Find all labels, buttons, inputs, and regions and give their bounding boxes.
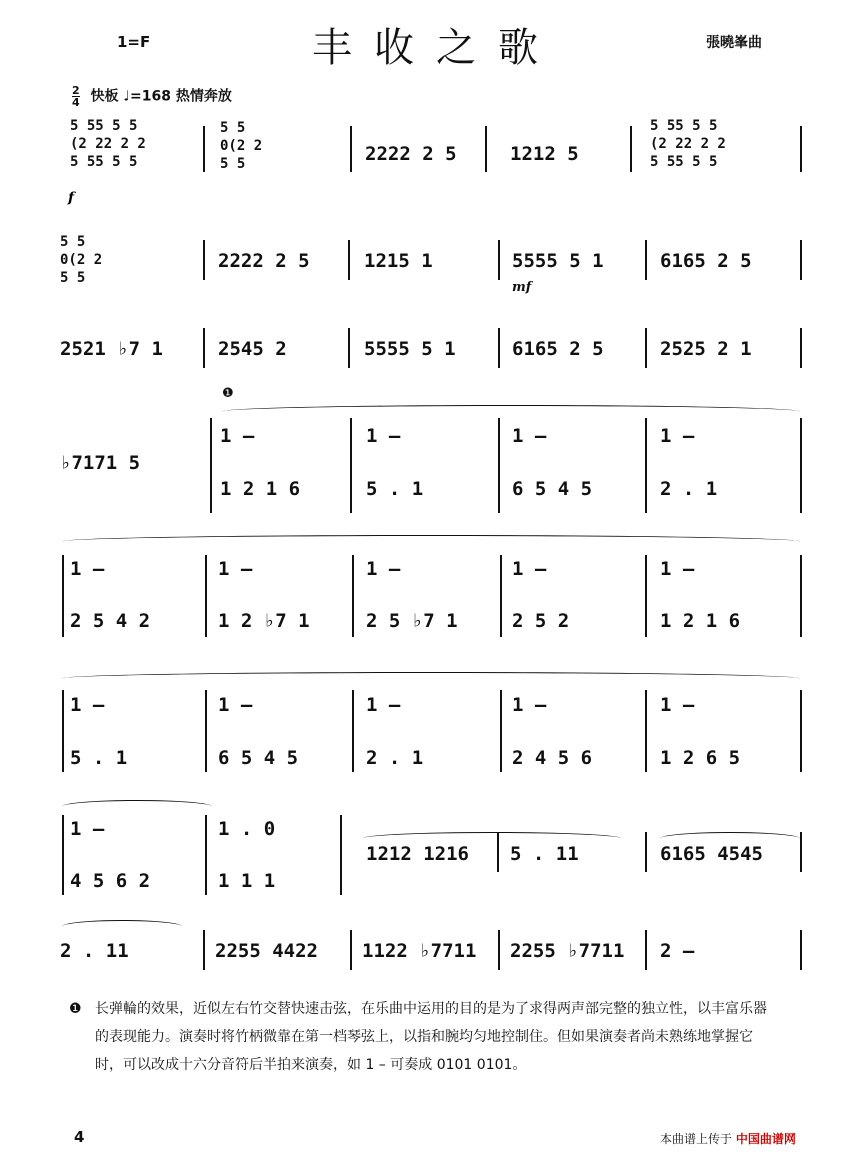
barline [498, 418, 500, 513]
measure-r4-lead: ♭7171 5 [60, 452, 141, 474]
barline [350, 418, 352, 513]
footnote-text: 长弹輪的效果，近似左右竹交替快速击弦，在乐曲中运用的目的是为了求得两声部完整的独立性，以丰富乐器的表现能力。演奏时将竹柄微靠在第一档琴弦上，以指和腕均匀地控制住。但如果演奏者尚未熟练地掌握它时，可以改成十六分音符后半拍来演奏，如 1 – 可奏成 0101 0101。 [95, 1001, 767, 1073]
tempo-text: 快板 ♩=168 热情奔放 [90, 88, 232, 105]
lower-r7-2: 1 1 1 [218, 870, 276, 892]
lower-r6-4: 2 4 5 6 [512, 747, 593, 769]
barline [800, 930, 802, 970]
measure-r3-5: 2525 2 1 [660, 338, 752, 360]
svg-text:5 5: 5 5 [220, 156, 246, 172]
upper-r7-1: 1 – [70, 818, 105, 840]
upper-r6-3: 1 – [366, 694, 401, 716]
svg-text:(2 22 2 2: (2 22 2 2 [70, 136, 146, 152]
svg-text:0(2 2: 0(2 2 [60, 252, 103, 268]
barline [498, 328, 500, 368]
barline [203, 240, 205, 280]
measure-r1-4: 1212 5 [510, 143, 579, 165]
lower-r5-3: 2 5 ♭7 1 [366, 610, 458, 632]
barline [645, 555, 647, 637]
barline [203, 328, 205, 368]
tie-arc [62, 672, 800, 685]
svg-text:5 55 5 5: 5 55 5 5 [70, 154, 138, 170]
barline [498, 240, 500, 280]
upper-r5-4: 1 – [512, 558, 547, 580]
measure-r8-1: 2 . 11 [60, 940, 129, 962]
upper-r5-2: 1 – [218, 558, 253, 580]
upper-r6-4: 1 – [512, 694, 547, 716]
barline [352, 555, 354, 637]
upper-r6-2: 1 – [218, 694, 253, 716]
barline [800, 328, 802, 368]
measure-r3-3: 5555 5 1 [364, 338, 456, 360]
svg-text:5 5: 5 5 [60, 234, 86, 250]
barline [203, 930, 205, 970]
site-logo: 中国曲谱网 [735, 1132, 796, 1146]
lower-r6-5: 1 2 6 5 [660, 747, 741, 769]
svg-text:5 55 5 5: 5 55 5 5 [650, 118, 718, 134]
barline [352, 690, 354, 772]
barline [645, 418, 647, 513]
svg-text:0(2 2: 0(2 2 [220, 138, 263, 154]
barline [500, 690, 502, 772]
footnote [69, 995, 775, 1079]
source-credit [660, 1130, 796, 1147]
measure-r8-2: 2255 4422 [215, 940, 318, 962]
measure-r2-3: 1215 1 [364, 250, 433, 272]
measure-r3-4: 6165 2 5 [512, 338, 604, 360]
lower-r4-1: 1 2 1 6 [220, 478, 301, 500]
tie-arc [222, 405, 800, 418]
measure-r7-4: 5 . 11 [510, 843, 579, 865]
barline [800, 832, 802, 872]
upper-r4-3: 1 – [512, 425, 547, 447]
upper-r4-1: 1 – [220, 425, 255, 447]
barline [350, 930, 352, 970]
time-signature: $\frac{2}{4}$ [72, 84, 80, 109]
upper-r6-1: 1 – [70, 694, 105, 716]
lower-r5-2: 1 2 ♭7 1 [218, 610, 310, 632]
measure-r8-5: 2 – [660, 940, 695, 962]
lower-r6-2: 6 5 4 5 [218, 747, 299, 769]
barline [205, 815, 207, 895]
barline [645, 930, 647, 970]
footnote-marker: ❶ [69, 1001, 82, 1017]
lower-r4-2: 5 . 1 [366, 478, 424, 500]
barline [62, 815, 64, 895]
barline [340, 815, 342, 895]
lower-r7-1: 4 5 6 2 [70, 870, 151, 892]
barline [205, 690, 207, 772]
measure-r8-3: 1122 ♭7711 [362, 940, 477, 962]
footnote-marker-ref: ❶ [222, 386, 234, 401]
barline [210, 418, 212, 513]
barline [645, 832, 647, 872]
barline [645, 240, 647, 280]
measure-r1-3: 2222 2 5 [365, 143, 457, 165]
barline [348, 240, 350, 280]
measure-r3-2: 2545 2 [218, 338, 287, 360]
upper-r5-1: 1 – [70, 558, 105, 580]
tempo-marking [72, 85, 232, 108]
upper-r7-2: 1 . 0 [218, 818, 276, 840]
source-prefix: 本曲谱上传于 [660, 1132, 733, 1146]
lower-r5-1: 2 5 4 2 [70, 610, 151, 632]
upper-r6-5: 1 – [660, 694, 695, 716]
barline [800, 418, 802, 513]
barline [348, 328, 350, 368]
svg-text:5 5: 5 5 [220, 120, 246, 136]
measure-r7-5: 6165 4545 [660, 843, 763, 865]
lower-r5-5: 1 2 1 6 [660, 610, 741, 632]
key-signature: 1=F [117, 33, 151, 51]
upper-r5-3: 1 – [366, 558, 401, 580]
lower-r5-4: 2 5 2 [512, 610, 570, 632]
lower-r6-1: 5 . 1 [70, 747, 128, 769]
dynamic-mark: mf [512, 280, 532, 295]
svg-text:5 55 5 5: 5 55 5 5 [650, 154, 718, 170]
barline [498, 930, 500, 970]
page-title: 丰收之歌 [312, 25, 560, 71]
measure-r2-4: 5555 5 1 [512, 250, 604, 272]
tie-arc [62, 800, 212, 813]
lower-r6-3: 2 . 1 [366, 747, 424, 769]
tie-arc [62, 535, 800, 548]
barline [497, 832, 499, 872]
upper-r5-5: 1 – [660, 558, 695, 580]
composer-credit: 張曉峯曲 [706, 35, 762, 51]
measure-r7-3: 1212 1216 [366, 843, 469, 865]
barline [800, 690, 802, 772]
barline [800, 555, 802, 637]
measure-r8-4: 2255 ♭7711 [510, 940, 625, 962]
upper-r4-2: 1 – [366, 425, 401, 447]
barline [645, 690, 647, 772]
barline [800, 240, 802, 280]
barline [205, 555, 207, 637]
lower-r4-3: 6 5 4 5 [512, 478, 593, 500]
upper-r4-4: 1 – [660, 425, 695, 447]
lower-r4-4: 2 . 1 [660, 478, 718, 500]
measure-r2-5: 6165 2 5 [660, 250, 752, 272]
barline [500, 555, 502, 637]
measure-r3-1: 2521 ♭7 1 [60, 338, 163, 360]
barline [62, 690, 64, 772]
score-row-2-chord [60, 232, 160, 302]
svg-text:(2 22 2 2: (2 22 2 2 [650, 136, 726, 152]
svg-text:5 5: 5 5 [60, 270, 86, 286]
barline [645, 328, 647, 368]
measure-r2-2: 2222 2 5 [218, 250, 310, 272]
tie-arc [62, 920, 182, 933]
barline [62, 555, 64, 637]
svg-text:f: f [68, 190, 75, 206]
page-number: 4 [74, 1128, 85, 1146]
svg-text:5 55 5 5: 5 55 5 5 [70, 118, 138, 134]
